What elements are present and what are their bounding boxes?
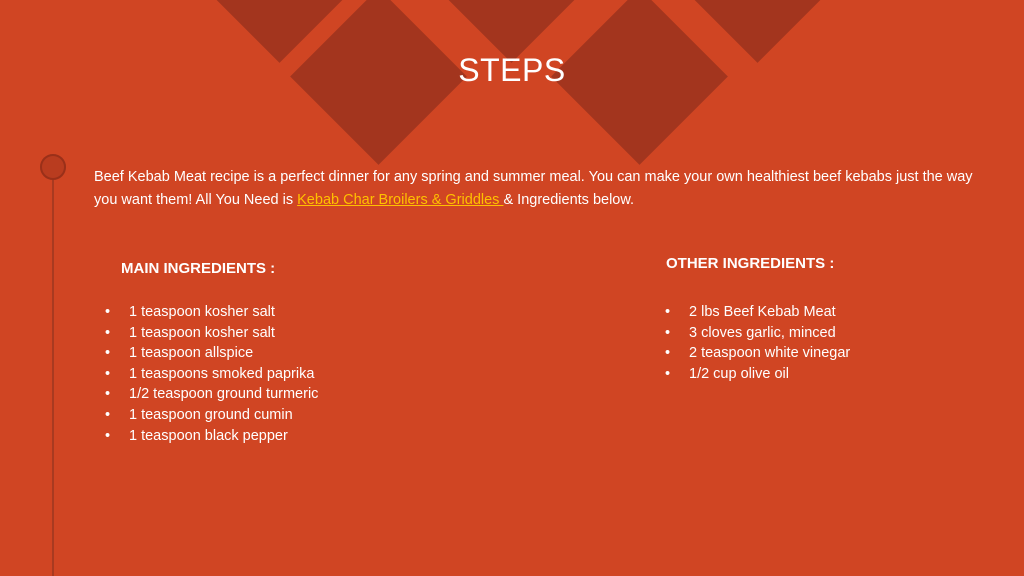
main-ingredients-list: [105, 302, 318, 446]
list-item: • 1/2 teaspoon ground turmeric: [105, 384, 318, 405]
list-item: • 1 teaspoon ground cumin: [105, 405, 318, 426]
list-item: • 1 teaspoon kosher salt: [105, 302, 318, 323]
timeline-line: [52, 168, 54, 576]
other-ingredients-heading: OTHER INGREDIENTS :: [666, 255, 835, 272]
timeline-dot: [40, 154, 66, 180]
list-item: • 1 teaspoon kosher salt: [105, 323, 318, 344]
intro-text-before: Beef Kebab Meat recipe is a perfect dinner for any spring and summer meal. You can make your own healthiest beef kebabs just the way you want them! All You Need is: [94, 169, 973, 208]
list-item: • 1 teaspoon black pepper: [105, 426, 318, 447]
list-item: • 1 teaspoon allspice: [105, 343, 318, 364]
intro-paragraph: [94, 166, 974, 212]
list-item: • 2 teaspoon white vinegar: [665, 343, 850, 364]
main-ingredients-heading: MAIN INGREDIENTS :: [121, 260, 276, 277]
intro-text-after: & Ingredients below.: [503, 192, 635, 208]
list-item: • 1 teaspoons smoked paprika: [105, 364, 318, 385]
other-ingredients-list: [665, 302, 850, 384]
kebab-char-broilers-link[interactable]: Kebab Char Broilers & Griddles: [297, 192, 504, 208]
list-item: • 2 lbs Beef Kebab Meat: [665, 302, 850, 323]
list-item: • 3 cloves garlic, minced: [665, 323, 850, 344]
slide-title: STEPS: [458, 52, 566, 88]
list-item: • 1/2 cup olive oil: [665, 364, 850, 385]
